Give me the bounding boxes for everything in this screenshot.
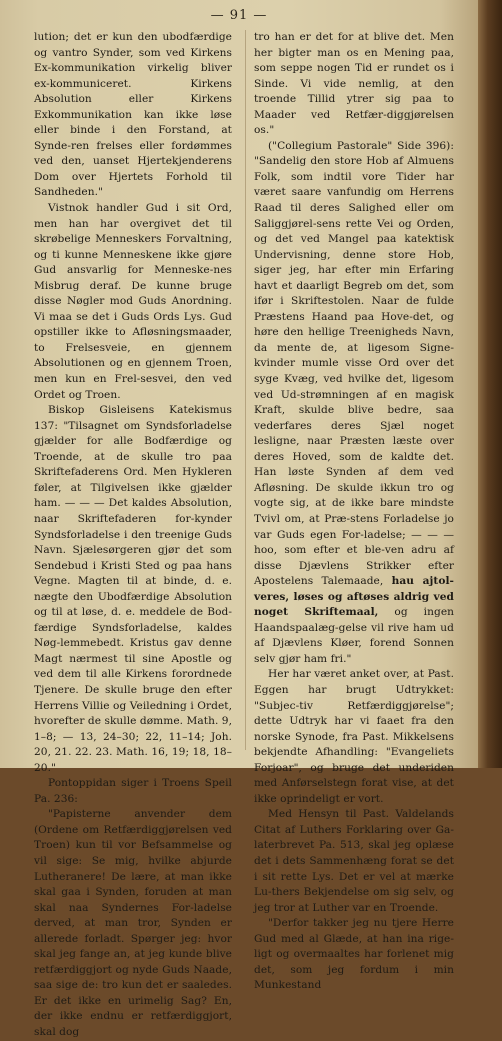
page-number: — 91 — [210,8,268,23]
paragraph: "Derfor takker jeg nu tjere Herre Gud med al Glæde, at han ina rige-ligt og overmaaltes har forlenet mig det, som jeg fordum i min Munkestand [254,917,454,992]
right-column [254,30,454,994]
paragraph: Biskop Gisleisens Katekismus 137: "Tilsagnet om Syndsforladelse gjælder for alle Bodfærdige og Troende, at de skulle tro paa Skriftefaderens Ord. Men Hykleren føler, at Tilgivelsen ikke gjælder ham. — — — Det kaldes Absolution, naar Skriftefaderen for-kynder Syndsforladelse i den treenige Guds Navn. Sjælesørgeren gjør det som Sendebud i Kristi Sted og paa hans Vegne. Magten til at binde, d. e. nægte den Ubodfærdige Absolution og til at løse, d. e. meddele de Bod-færdige Syndsforladelse, kaldes Nøg-lemmebedt. Kristus gav denne Magt nærmest til sine Apostle og ved dem til alle Kirkens forordnede Tjenere. De skulle bruge den efter Herrens Villie og Veiledning i Ordet, hvorefter de skulle dømme. Math. 9, 1–8; — 13, 24–30; 22, 11–14; Joh. 20, 21. 22. 23. Math. 16, 19; 18, 18–20." [34,404,232,774]
paragraph: Her har været anket over, at Past. Eggen har brugt Udtrykket: "Subjec-tiv Retfærdiggjørelse"; dette Udtryk har vi faaet fra den norske Synode, fra Past. Mikkelsens bekjendte Afhandling: "Evangeliets Forjoar", og bruge det underiden med Anførselstegn forat vise, at det ikke oprindeligt er vort. [254,668,454,805]
bold-phrase: hau ajtol-veres, løses og aftøses aldrig ved noget Skriftemaal, [254,575,454,619]
book-spine-edge [478,0,502,768]
paragraph: Vistnok handler Gud i sit Ord, men han har overgivet det til skrøbelige Menneskers Forvaltning, og ti kunne Menneskene ikke gjøre Gud ansvarlig for Menneske-nes Misbrug deraf. De kunne bruge disse Nøgler mod Guds Anordning. Vi maa se det i Guds Ords Lys. Gud opstiller ikke to Afløsningsmaader, to Frelsesveie, en gjennem Absolutionen og en gjennem Troen, men kun en Frel-sesvei, den ved Ordet og Troen. [34,202,232,401]
column-divider [245,30,246,750]
paragraph: tro han er det for at blive det. Men her bigter man os en Mening paa, som seppe nogen Tid er rundet os i Sinde. Vi vide nemlig, at den troende Tillid ytrer sig paa to Maader ved Retfær-diggjørelsen os." [254,31,454,137]
paragraph [254,139,454,668]
left-column [34,30,232,1041]
paragraph: lution; det er kun den ubodfærdige og vantro Synder, som ved Kirkens Ex-kommunikation virkelig bliver ex-kommuniceret. Kirkens Absolution eller Kirkens Exkommunikation kan ikke løse eller binde i den Forstand, at Synde-ren frelses eller fordømmes ved den, uanset Hjertekjenderens Dom over Hjertets Forhold til Sandheden." [34,31,232,199]
paragraph-text: ("Collegium Pastorale" Side 396): "Sandelig den store Hob af Almuens Folk, som indtil vore Tider har været saare vanfundig om Herrens Raad til deres Salighed eller om Saliggjørel-sens rette Vei og Orden, og det ved Mangel paa katektisk Undervisning, denne store Hob, siger jeg, har efter min Erfaring havt et daarligt Begreb om det, som ifør i Skriftestolen. Naar de fulde Præstens Haand paa Hove-det, og høre den hellige Treenigheds Navn, da mente de, at ligesom Signe-kvinder mumle visse Ord over det syge Kvæg, ved hvilke det, ligesom ved Ud-strømningen af en magisk Kraft, skulde blive bedre, saa vederfares deres Sjæl noget lesligne, naar Præsten læste over deres Hoved, som de kaldte det. Han løste Synden af dem ved Afløsning. De skulde ikkun tro og vogte sig, at de ikke bare mindste Tvivl om, at Præ-stens Forladelse jo var Guds egen For-ladelse; — — — hoo, som efter et ble-ven adru af disse Djævlens Strikker efter Apostelens Talemaade, [254,139,454,588]
paragraph: "Papisterne anvender dem (Ordene om Retfærdiggjørelsen ved Troen) kun til vor Befsammelse og vil sige: Se mig, hvilke abjurde Lutheranere! De lære, at man ikke skal gaa i Synden, foruden at man skal naa Syndernes For-ladelse derved, at man tror, Synden er allerede forladt. Spørger jeg: hvor skal jeg fange an, at jeg kunde blive retfærdiggjort og nyde Guds Naade, saa sige de: tro kun det er saaledes. Er det ikke en urimelig Sag? En, der ikke endnu er retfærdiggjort, skal dog [34,808,232,1038]
paragraph: Pontoppidan siger i Troens Speil Pa. 236: [34,777,232,805]
paragraph: Med Hensyn til Past. Valdelands Citat af Luthers Forklaring over Ga-laterbrevet Pa. 513, skal jeg oplæse det i dets Sammenhæng forat se det i sit rette Lys. Det er vel at mærke Lu-thers Bekjendelse om sig selv, og jeg tror at Luther var en Troende. [254,808,454,914]
paragraph-text: og ingen Haandspaalæg-gelse vil rive ham ud af Djævlens Kløer, forend Sonnen selv gjør ham fri." [254,606,455,665]
